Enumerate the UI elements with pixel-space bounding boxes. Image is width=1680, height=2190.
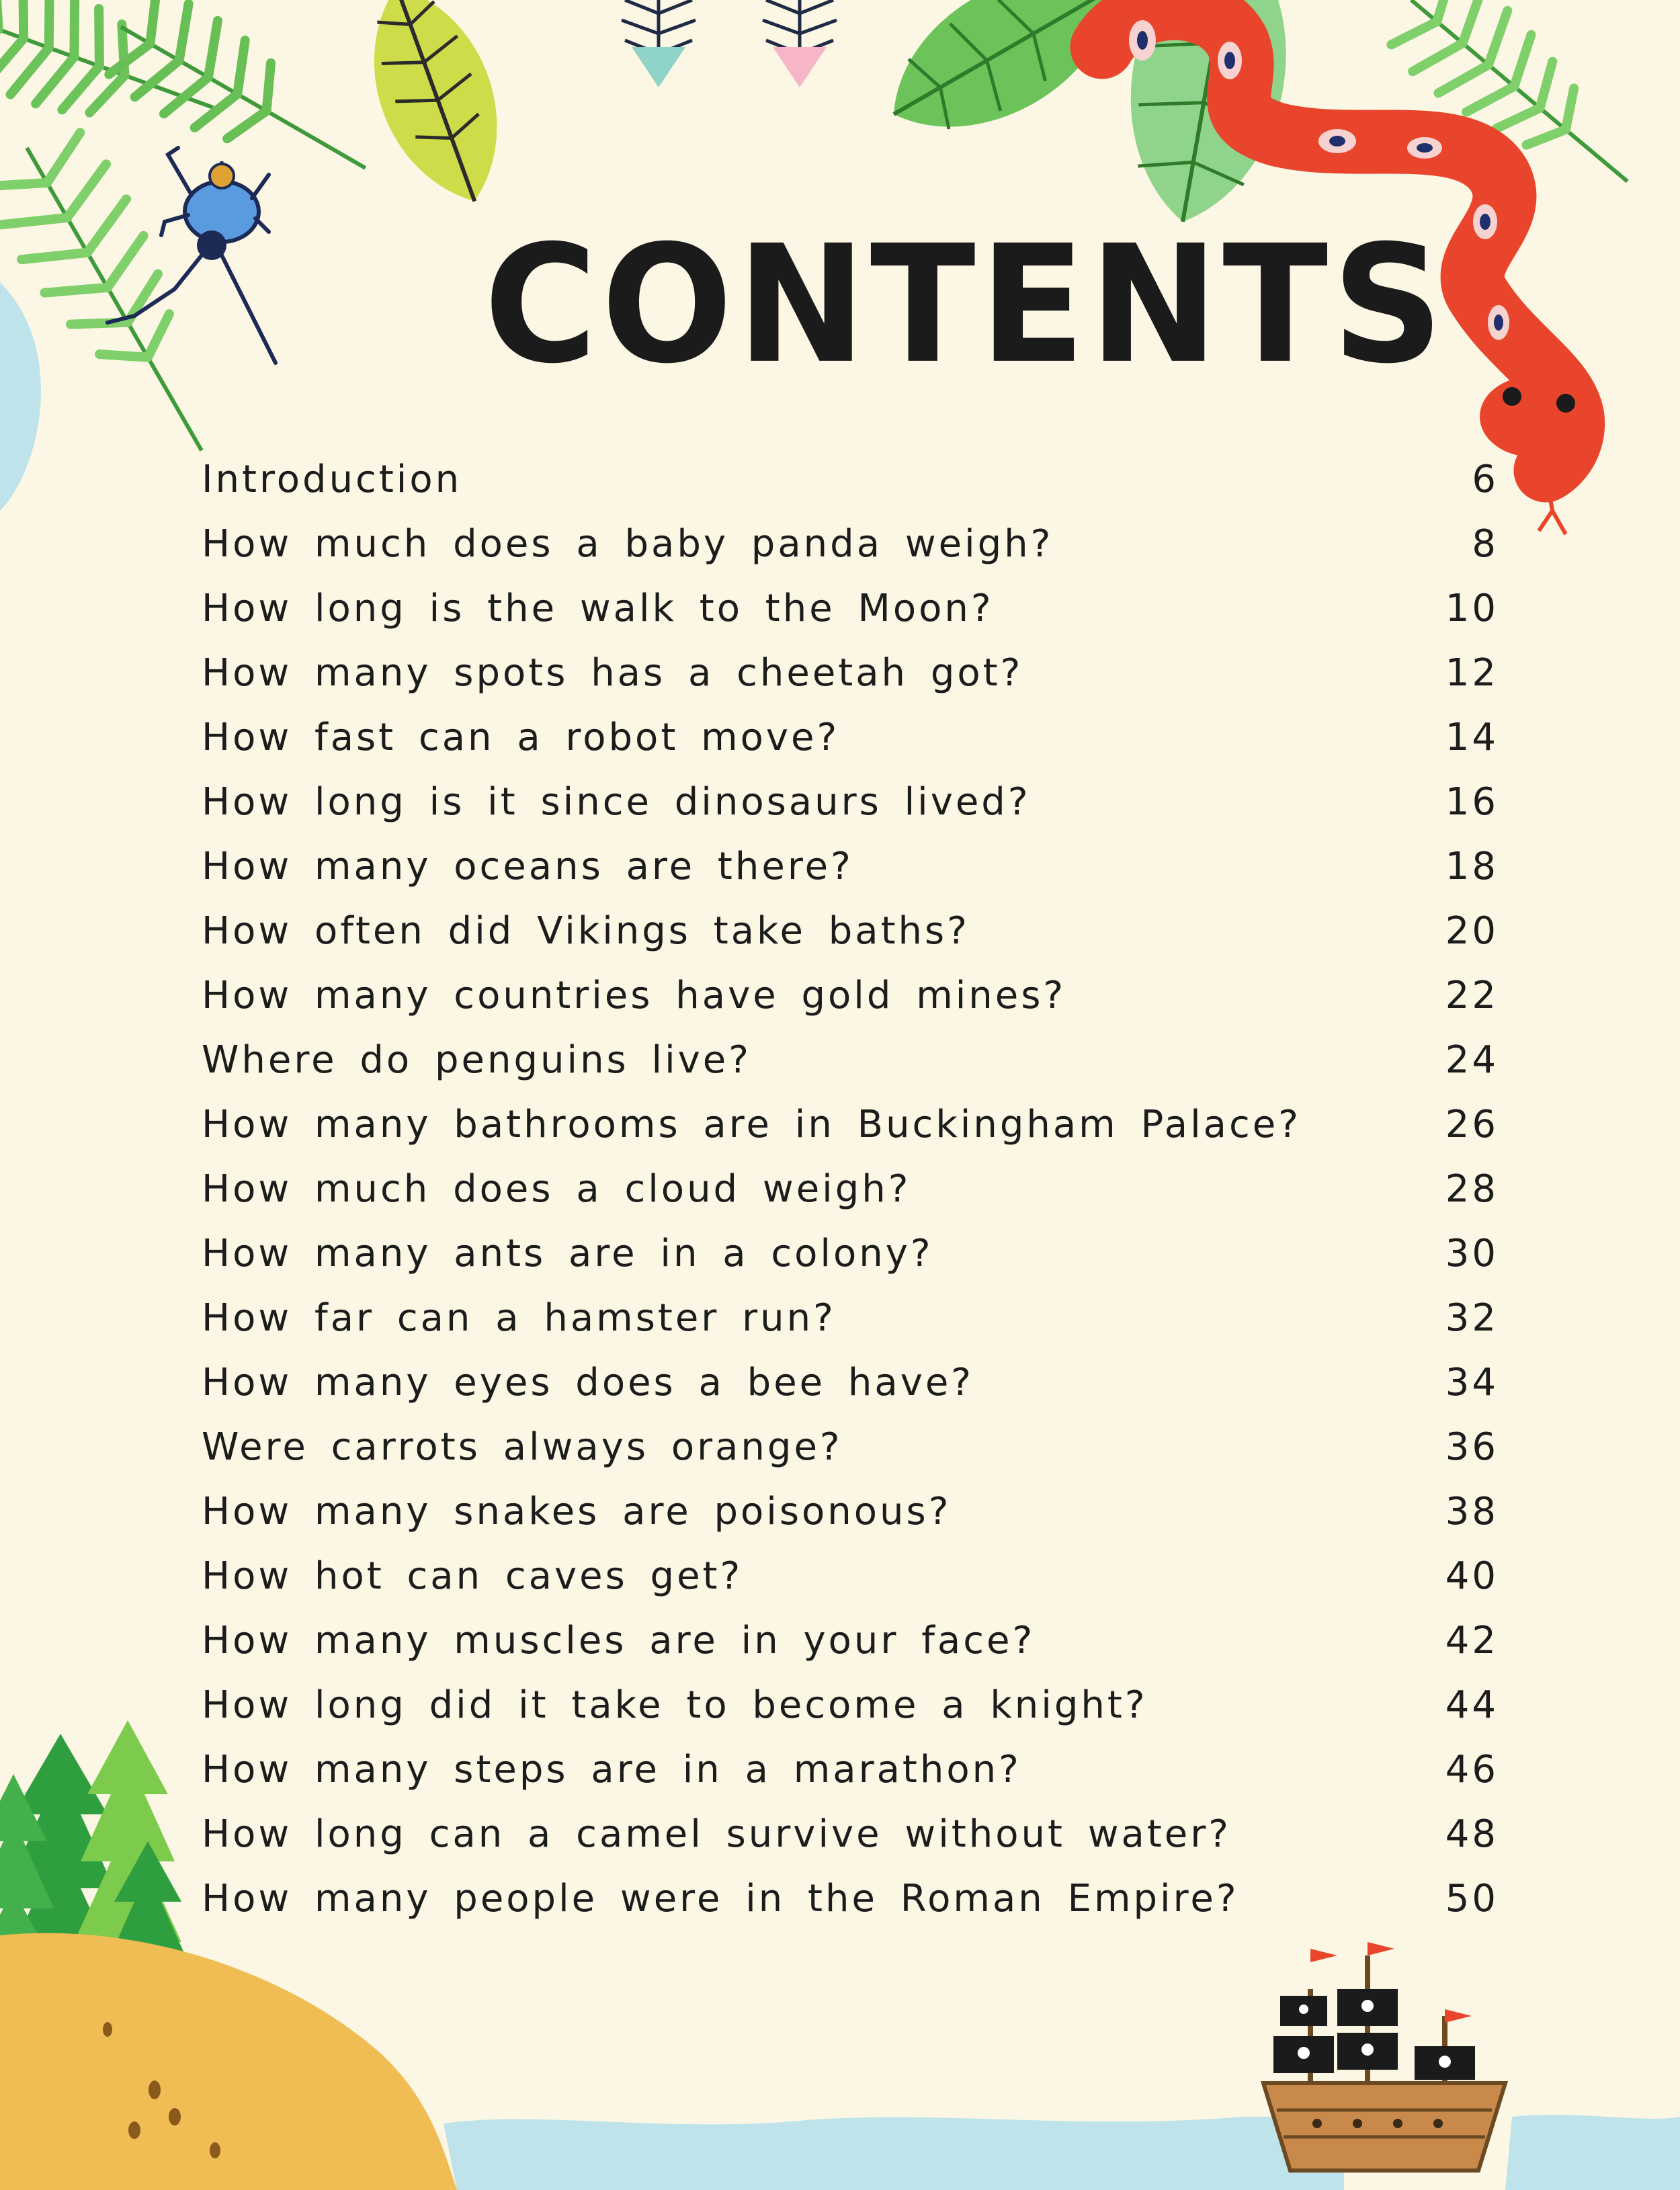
entry-page-number: 36 xyxy=(1445,1425,1499,1469)
entry-title: How many steps are in a marathon? xyxy=(202,1747,1021,1792)
entry-title: How fast can a robot move? xyxy=(202,715,840,759)
fern-icon xyxy=(622,0,837,87)
entry-title: Where do penguins live? xyxy=(202,1038,751,1082)
yellow-leaf-icon xyxy=(344,0,526,220)
entry-title: How many muscles are in your face? xyxy=(202,1618,1036,1662)
entry-page-number: 16 xyxy=(1445,780,1499,824)
contents-entry[interactable] xyxy=(202,576,1499,640)
contents-entry[interactable] xyxy=(202,1350,1499,1415)
entry-title: Were carrots always orange? xyxy=(202,1425,843,1469)
entry-page-number: 14 xyxy=(1445,715,1499,759)
entry-title: How many bathrooms are in Buckingham Palace? xyxy=(202,1102,1301,1146)
contents-entry[interactable] xyxy=(202,1221,1499,1286)
entry-title: How many snakes are poisonous? xyxy=(202,1489,952,1533)
contents-entry[interactable] xyxy=(202,1866,1499,1931)
contents-entry[interactable] xyxy=(202,1027,1499,1092)
contents-entry[interactable] xyxy=(202,1415,1499,1479)
entry-title: How much does a cloud weigh? xyxy=(202,1167,911,1211)
contents-entry[interactable] xyxy=(202,1286,1499,1350)
entry-title: How often did Vikings take baths? xyxy=(202,909,970,953)
entry-page-number: 20 xyxy=(1445,909,1499,953)
entry-page-number: 18 xyxy=(1445,844,1499,888)
entry-title: How many spots has a cheetah got? xyxy=(202,650,1023,695)
contents-entry[interactable] xyxy=(202,1673,1499,1737)
contents-entry[interactable] xyxy=(202,1544,1499,1608)
contents-entry[interactable] xyxy=(202,640,1499,705)
contents-entry[interactable] xyxy=(202,1479,1499,1544)
contents-entry[interactable] xyxy=(202,1092,1499,1156)
contents-entry[interactable] xyxy=(202,1737,1499,1802)
entry-page-number: 40 xyxy=(1445,1554,1499,1598)
entry-title: Introduction xyxy=(202,457,462,501)
jungle-leaves-icon xyxy=(0,0,392,511)
entry-title: How many oceans are there? xyxy=(202,844,853,888)
entry-page-number: 10 xyxy=(1445,586,1499,630)
entry-title: How many ants are in a colony? xyxy=(202,1231,933,1275)
entry-page-number: 50 xyxy=(1445,1876,1499,1921)
contents-entry[interactable] xyxy=(202,511,1499,576)
contents-list xyxy=(202,447,1499,1931)
entry-title: How far can a hamster run? xyxy=(202,1296,836,1340)
entry-title: How many people were in the Roman Empire? xyxy=(202,1876,1239,1921)
entry-page-number: 24 xyxy=(1445,1038,1499,1082)
contents-entry[interactable] xyxy=(202,898,1499,963)
contents-entry[interactable] xyxy=(202,769,1499,834)
entry-title: How many eyes does a bee have? xyxy=(202,1360,974,1404)
entry-page-number: 30 xyxy=(1445,1231,1499,1275)
contents-entry[interactable] xyxy=(202,705,1499,769)
page-title: CONTENTS xyxy=(484,211,1447,400)
entry-title: How many countries have gold mines? xyxy=(202,973,1066,1017)
island-icon xyxy=(0,1933,457,2190)
entry-title: How long is it since dinosaurs lived? xyxy=(202,780,1031,824)
entry-page-number: 44 xyxy=(1445,1683,1499,1727)
entry-page-number: 22 xyxy=(1445,973,1499,1017)
contents-entry[interactable] xyxy=(202,1802,1499,1866)
entry-page-number: 12 xyxy=(1445,650,1499,695)
entry-page-number: 42 xyxy=(1445,1618,1499,1662)
contents-entry[interactable] xyxy=(202,963,1499,1027)
entry-page-number: 48 xyxy=(1445,1812,1499,1856)
entry-page-number: 32 xyxy=(1445,1296,1499,1340)
entry-title: How long did it take to become a knight? xyxy=(202,1683,1148,1727)
contents-entry[interactable] xyxy=(202,447,1499,511)
entry-title: How long can a camel survive without water? xyxy=(202,1812,1231,1856)
contents-entry[interactable] xyxy=(202,1156,1499,1221)
contents-entry[interactable] xyxy=(202,834,1499,898)
entry-page-number: 8 xyxy=(1472,521,1499,566)
entry-page-number: 26 xyxy=(1445,1102,1499,1146)
entry-title: How much does a baby panda weigh? xyxy=(202,521,1054,566)
sea-icon xyxy=(444,2115,1680,2190)
entry-page-number: 28 xyxy=(1445,1167,1499,1211)
pirate-ship-icon xyxy=(1263,1942,1505,2171)
contents-entry[interactable] xyxy=(202,1608,1499,1673)
entry-page-number: 34 xyxy=(1445,1360,1499,1404)
entry-page-number: 6 xyxy=(1472,457,1499,501)
entry-page-number: 38 xyxy=(1445,1489,1499,1533)
entry-title: How long is the walk to the Moon? xyxy=(202,586,994,630)
entry-title: How hot can caves get? xyxy=(202,1554,743,1598)
entry-page-number: 46 xyxy=(1445,1747,1499,1792)
